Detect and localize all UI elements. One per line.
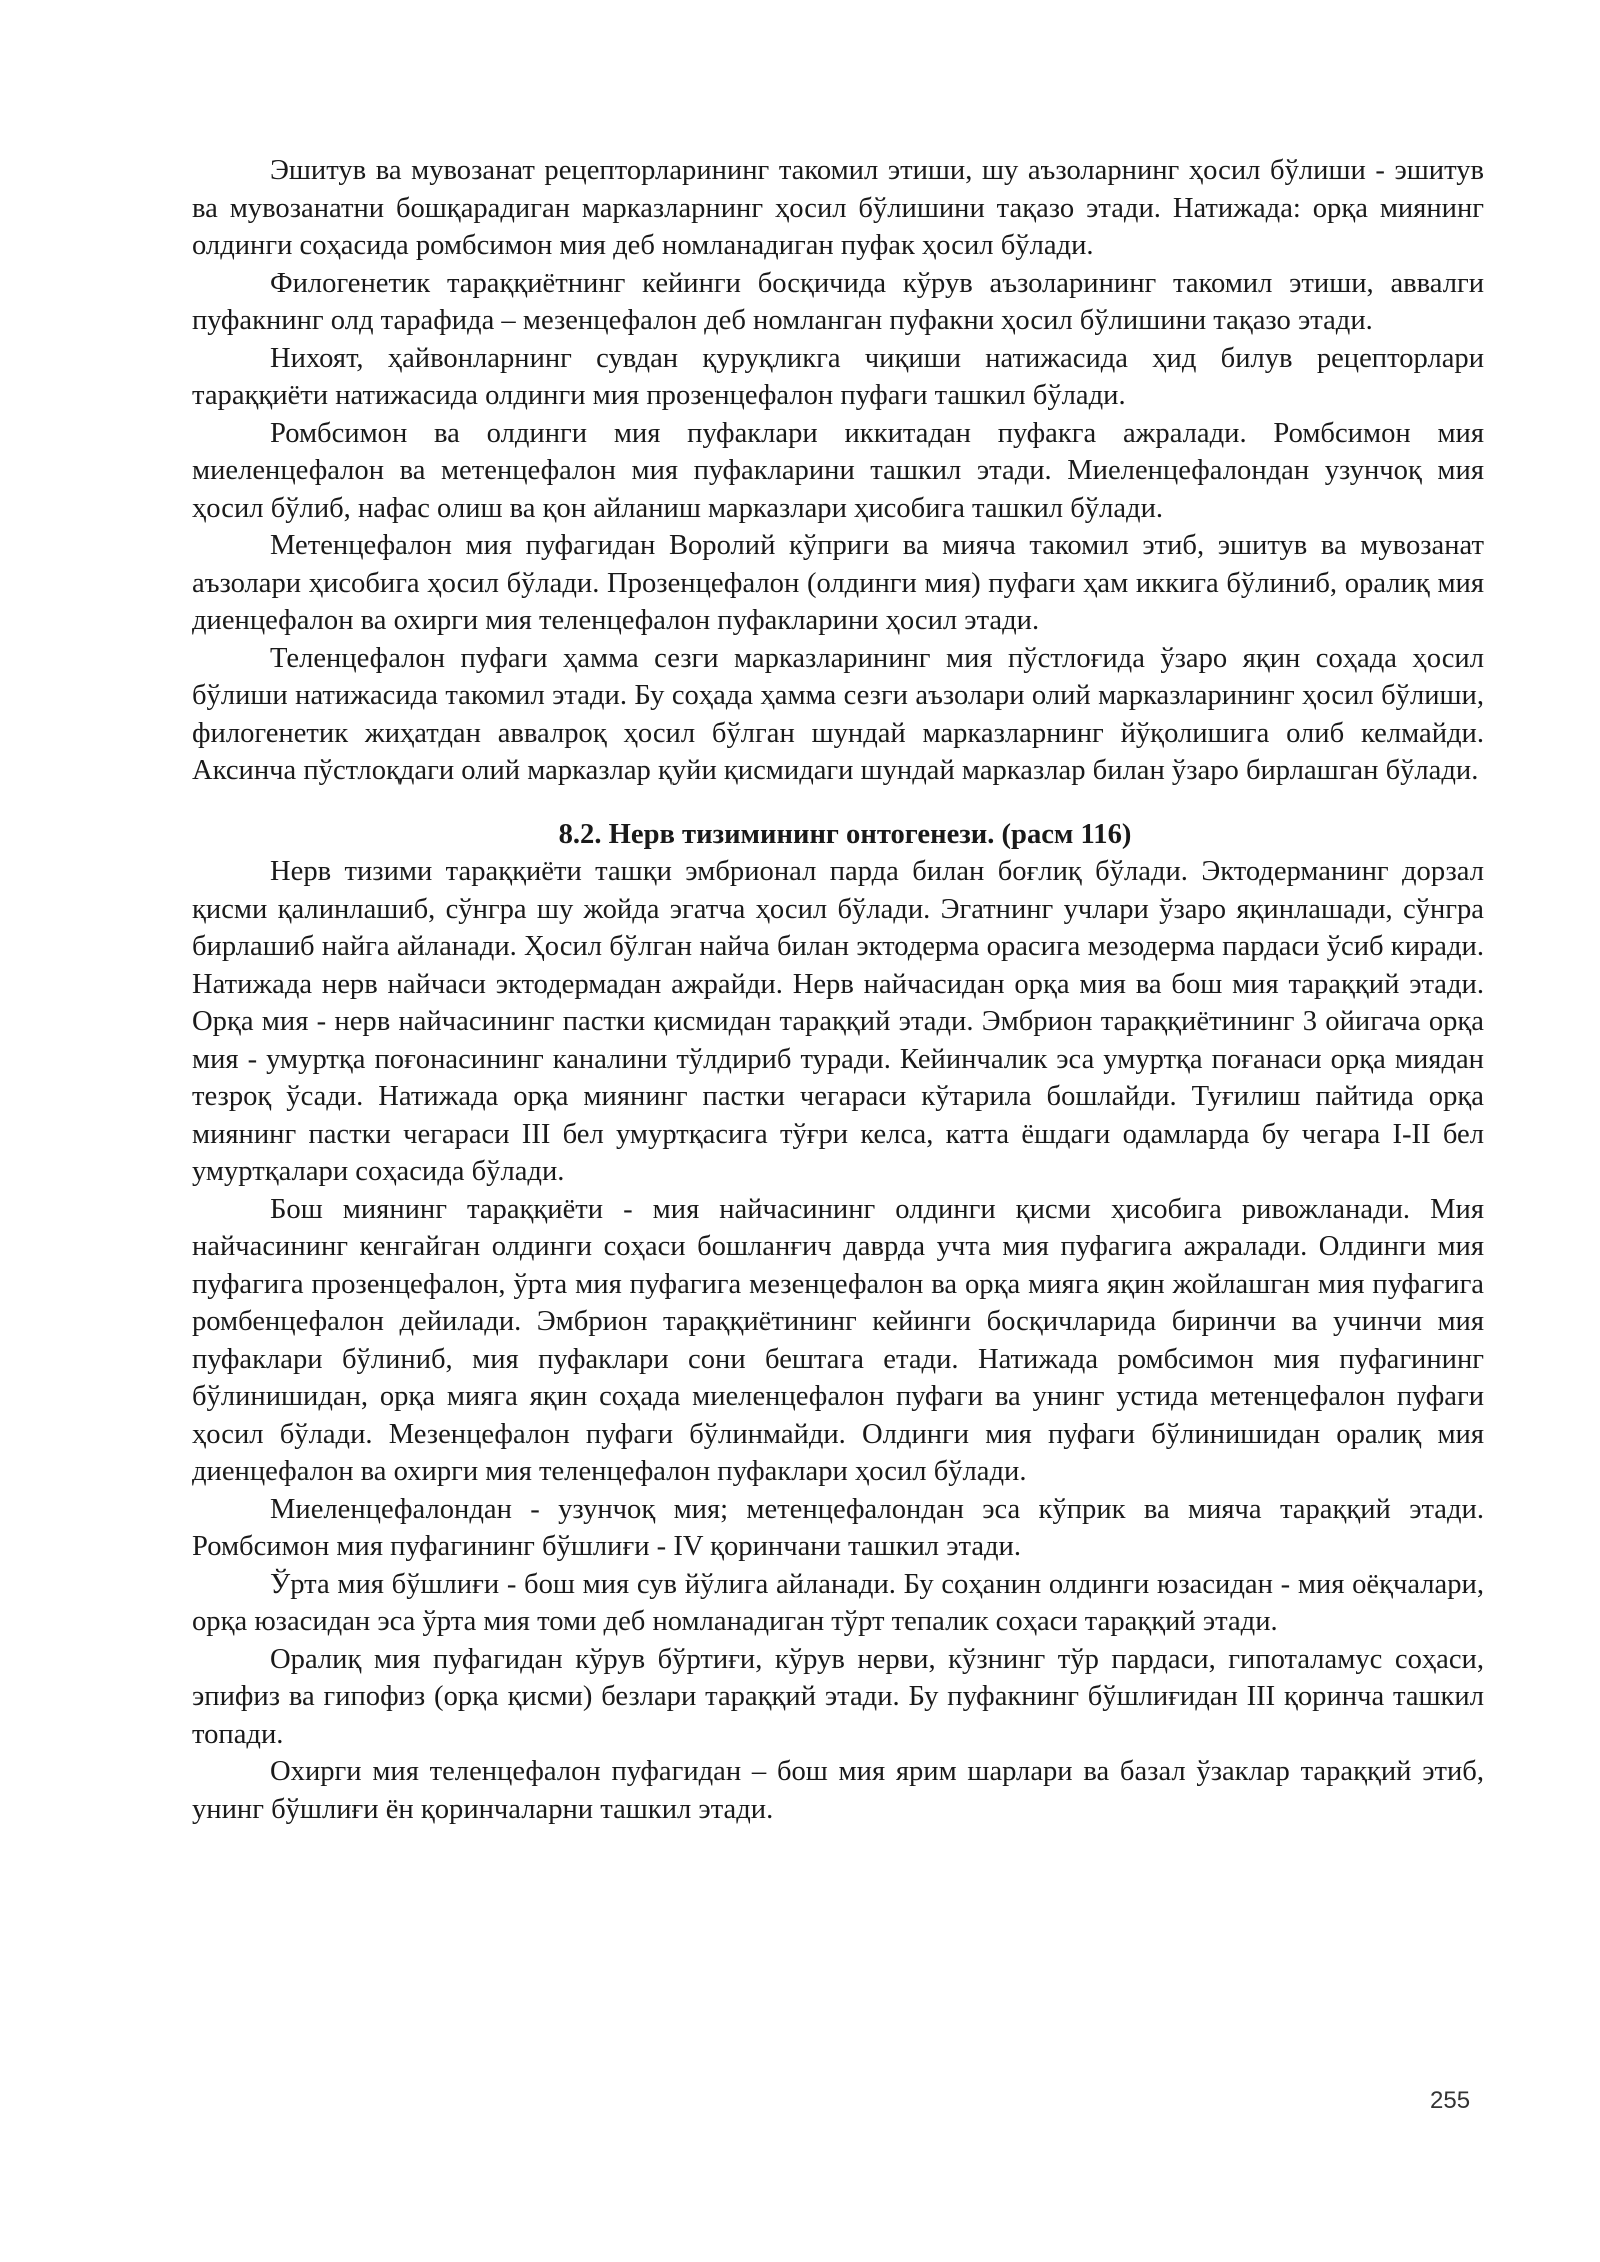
- paragraph: Нерв тизими тараққиёти ташқи эмбрионал парда билан боғлиқ бўлади. Эктодерманинг дорзал қисми қалинлашиб, сўнгра шу жойда эгатча ҳосил бўлади. Эгатнинг учлари ўзаро яқинлашади, сўнгра бирлашиб найга айланади. Ҳосил бўлган найча билан эктодерма орасига мезодерма пардаси ўсиб киради. Натижада нерв найчаси эктодермадан ажрайди. Нерв найчасидан орқа мия ва бош мия тараққий этади. Орқа мия - нерв найчасининг пастки қисмидан тараққий этади. Эмбрион тараққиётининг 3 ойигача орқа мия - умуртқа поғонасининг каналини тўлдириб туради. Кейинчалик эса умуртқа поғанаси орқа миядан тезроқ ўсади. Натижада орқа миянинг пастки чегараси кўтарила бошлайди. Туғилиш пайтида орқа миянинг пастки чегараси III бел умуртқасига тўғри келса, катта ёшдаги одамларда бу чегара I-II бел умуртқалари соҳасида бўлади.: [192, 856, 1484, 1187]
- paragraph: Ромбсимон ва олдинги мия пуфаклари иккитадан пуфакга ажралади. Ромбсимон мия миеленцефалон ва метенцефалон мия пуфакларини ташкил этади. Миеленцефалондан узунчоқ мия ҳосил бўлиб, нафас олиш ва қон айланиш марказлари ҳисобига ташкил бўлади.: [192, 417, 1484, 524]
- section-heading: 8.2. Нерв тизимининг онтогенези. (расм 116): [558, 818, 1132, 850]
- paragraph: Миеленцефалондан - узунчоқ мия; метенцефалондан эса кўприк ва мияча тараққий этади. Ромбсимон мия пуфагининг бўшлиғи - IV қоринчани ташкил этади.: [192, 1493, 1484, 1562]
- paragraph: Нихоят, ҳайвонларнинг сувдан қуруқликга чиқиши натижасида ҳид билув рецепторлари тараққиёти натижасида олдинги мия прозенцефалон пуфаги ташкил бўлади.: [192, 342, 1484, 411]
- paragraph: Филогенетик тараққиётнинг кейинги босқичида кўрув аъзоларининг такомил этиши, аввалги пуфакнинг олд тарафида – мезенцефалон деб номланган пуфакни ҳосил бўлишини тақазо этади.: [192, 267, 1484, 336]
- paragraph: Охирги мия теленцефалон пуфагидан – бош мия ярим шарлари ва базал ўзаклар тараққий этиб, унинг бўшлиғи ён қоринчаларни ташкил этади.: [192, 1756, 1484, 1825]
- page-number: 255: [1430, 2087, 1471, 2114]
- paragraph: Теленцефалон пуфаги ҳамма сезги марказларининг мия пўстлоғида ўзаро яқин соҳада ҳосил бўлиши натижасида такомил этади. Бу соҳада ҳамма сезги аъзолари олий марказларининг ҳосил бўлиши, филогенетик жиҳатдан аввалроқ ҳосил бўлган шундай марказларнинг йўқолишига олиб келмайди. Аксинча пўстлоқдаги олий марказлар қуйи қисмидаги шундай марказлар билан ўзаро бирлашган бўлади.: [192, 642, 1484, 786]
- paragraph: Бош миянинг тараққиёти - мия найчасининг олдинги қисми ҳисобига ривожланади. Мия найчасининг кенгайган олдинги соҳаси бошланғич даврда учта мия пуфагига ажралади. Олдинги мия пуфагига прозенцефалон, ўрта мия пуфагига мезенцефалон ва орқа мияга яқин жойлашган мия пуфагига ромбенцефалон дейилади. Эмбрион тараққиётининг кейинги босқичларида биринчи ва учинчи мия пуфаклари бўлиниб, мия пуфаклари сони бештага етади. Натижада ромбсимон мия пуфагининг бўлинишидан, орқа мияга яқин соҳада миеленцефалон пуфаги ва унинг устида метенцефалон пуфаги ҳосил бўлади. Мезенцефалон пуфаги бўлинмайди. Олдинги мия пуфаги бўлинишидан оралиқ мия диенцефалон ва охирги мия теленцефалон пуфаклари ҳосил бўлади.: [192, 1193, 1484, 1487]
- paragraph: Эшитув ва мувозанат рецепторларининг такомил этиши, шу аъзоларнинг ҳосил бўлиши - эшитув ва мувозанатни бошқарадиган марказларнинг ҳосил бўлишини тақазо этади. Натижада: орқа миянинг олдинги соҳасида ромбсимон мия деб номланадиган пуфак ҳосил бўлади.: [192, 155, 1484, 261]
- section-ontogenesis: [192, 853, 1484, 1828]
- section-phylogenesis: [192, 152, 1484, 790]
- paragraph: Метенцефалон мия пуфагидан Воролий кўприги ва мияча такомил этиб, эшитув ва мувозанат аъзолари ҳисобига ҳосил бўлади. Прозенцефалон (олдинги мия) пуфаги ҳам иккига бўлиниб, оралиқ мия диенцефалон ва охирги мия теленцефалон пуфакларини ҳосил этади.: [192, 530, 1484, 636]
- paragraph: Оралиқ мия пуфагидан кўрув бўртиғи, кўрув нерви, кўзнинг тўр пардаси, гипоталамус соҳаси, эпифиз ва гипофиз (орқа қисми) безлари тараққий этади. Бу пуфакнинг бўшлиғидан III қоринча ташкил топади.: [192, 1643, 1484, 1750]
- paragraph: Ўрта мия бўшлиғи - бош мия сув йўлига айланади. Бу соҳанин олдинги юзасидан - мия оёқчалари, орқа юзасидан эса ўрта мия томи деб номланадиган тўрт тепалик соҳаси тараққий этади.: [192, 1568, 1484, 1637]
- document-page: [192, 152, 1484, 1828]
